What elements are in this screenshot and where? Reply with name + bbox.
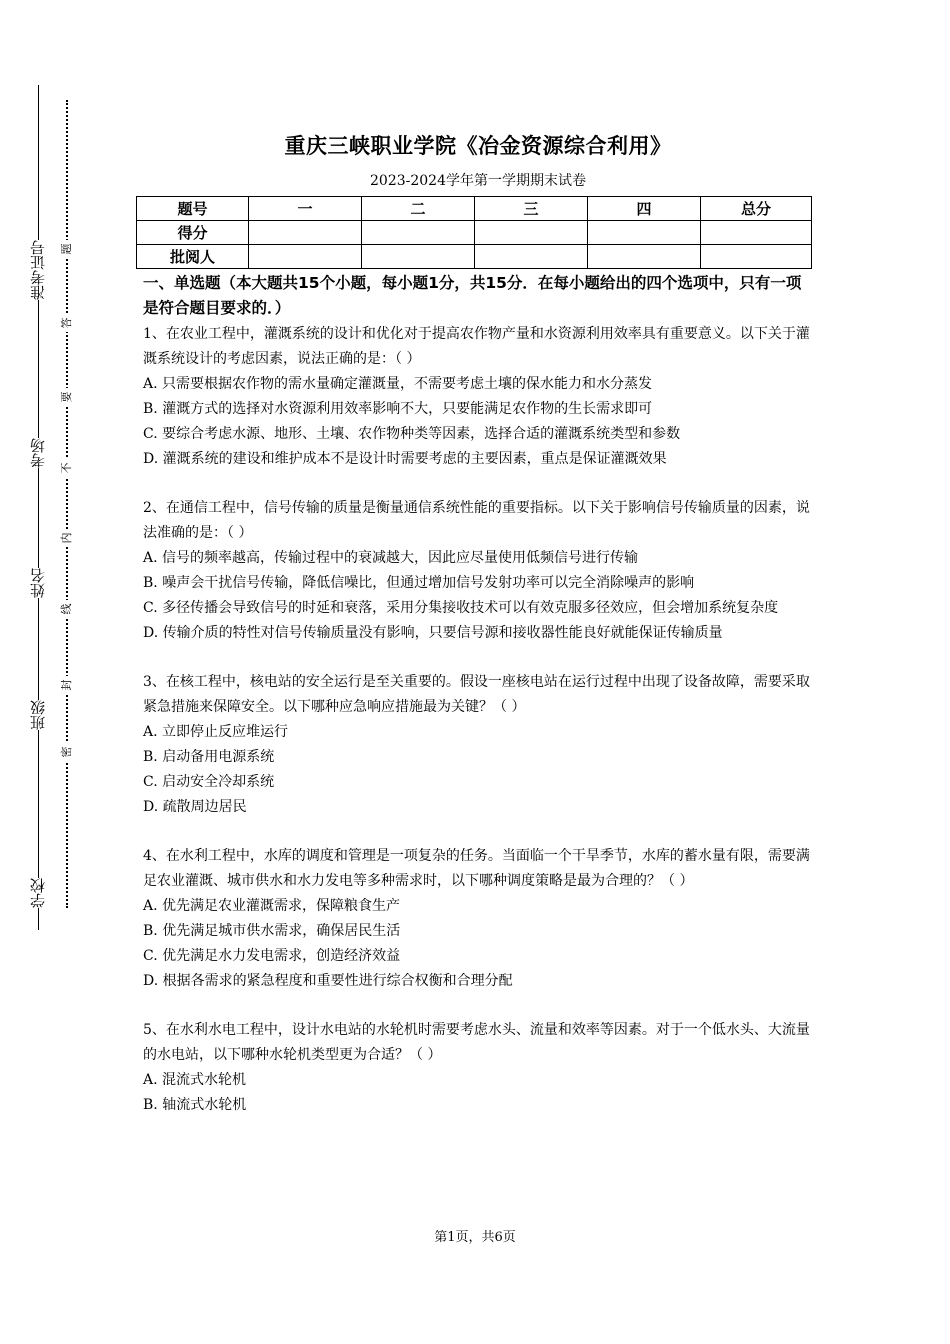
label-exam-room: 考场 <box>22 438 54 468</box>
score-row-label: 批阅人 <box>137 245 249 269</box>
option-d[interactable]: D. 疏散周边居民 <box>143 799 247 815</box>
page-title: 重庆三峡职业学院《冶金资源综合利用》 <box>284 134 672 158</box>
option-c[interactable]: C. 多径传播会导致信号的时延和衰落，采用分集接收技术可以有效克服多径效应，但会增加系统复杂度 <box>143 600 779 616</box>
seal-char: 密 <box>60 743 74 761</box>
page-subtitle: 2023-2024学年第一学期期末试卷 <box>370 173 586 189</box>
question-stem: 2、在通信工程中，信号传输的质量是衡量通信系统性能的重要指标。以下关于影响信号传输质量的因素，说法准确的是：（ ） <box>143 500 810 541</box>
score-cell[interactable] <box>362 221 475 245</box>
option-b[interactable]: B. 噪声会干扰信号传输，降低信噪比，但通过增加信号发射功率可以完全消除噪声的影响 <box>143 575 695 591</box>
section-heading: 一、单选题（本大题共15个小题，每小题1分，共15分．在每小题给出的四个选项中，只有一项是符合题目要求的．） <box>143 274 802 317</box>
option-a[interactable]: A. 立即停止反应堆运行 <box>143 724 289 740</box>
option-b[interactable]: B. 启动备用电源系统 <box>143 749 275 765</box>
question-stem: 3、在核工程中，核电站的安全运行是至关重要的。假设一座核电站在运行过程中出现了设备故障，需要采取紧急措施来保障安全。以下哪种应急响应措施最为关键？（ ） <box>143 674 810 715</box>
label-exam-id: 准考证号 <box>22 240 54 300</box>
score-cell[interactable] <box>249 221 362 245</box>
label-school: 学校 <box>22 878 54 908</box>
option-c[interactable]: C. 优先满足水力发电需求，创造经济效益 <box>143 948 401 964</box>
question-stem: 5、在水利水电工程中，设计水电站的水轮机时需要考虑水头、流量和效率等因素。对于一个低水头、大流量的水电站，以下哪种水轮机类型更为合适？（ ） <box>143 1022 810 1063</box>
score-row-label: 得分 <box>137 221 249 245</box>
option-b[interactable]: B. 灌溉方式的选择对水资源利用效率影响不大，只要能满足农作物的生长需求即可 <box>143 401 653 417</box>
question-2 <box>143 496 813 646</box>
score-table-row <box>137 221 812 245</box>
score-cell[interactable] <box>475 221 588 245</box>
score-header-cell: 三 <box>475 197 588 221</box>
score-header-cell: 一 <box>249 197 362 221</box>
binding-solid-line <box>38 85 39 930</box>
seal-char: 答 <box>60 314 74 332</box>
option-b[interactable]: B. 优先满足城市供水需求，确保居民生活 <box>143 923 401 939</box>
score-cell[interactable] <box>475 245 588 269</box>
label-name: 姓名 <box>22 568 54 598</box>
score-table-header-row <box>137 197 812 221</box>
score-table <box>136 196 812 269</box>
binding-dotted-line <box>66 100 68 908</box>
score-cell[interactable] <box>701 221 812 245</box>
option-d[interactable]: D. 根据各需求的紧急程度和重要性进行综合权衡和合理分配 <box>143 973 513 989</box>
score-cell[interactable] <box>249 245 362 269</box>
seal-char: 要 <box>60 388 74 406</box>
question-stem: 4、在水利工程中，水库的调度和管理是一项复杂的任务。当面临一个干旱季节，水库的蓄水量有限，需要满足农业灌溉、城市供水和水力发电等多种需求时，以下哪种调度策略是最为合理的？（ ） <box>143 848 810 889</box>
question-stem: 1、在农业工程中，灌溉系统的设计和优化对于提高农作物产量和水资源利用效率具有重要意义。以下关于灌溉系统设计的考虑因素，说法正确的是：（ ） <box>143 326 810 367</box>
score-header-cell: 题号 <box>137 197 249 221</box>
score-header-cell: 总分 <box>701 197 812 221</box>
option-d[interactable]: D. 传输介质的特性对信号传输质量没有影响，只要信号源和接收器性能良好就能保证传输质量 <box>143 625 723 641</box>
binding-margin <box>0 0 110 1344</box>
score-header-cell: 四 <box>588 197 701 221</box>
score-cell[interactable] <box>701 245 812 269</box>
seal-char: 线 <box>60 600 74 618</box>
score-table-row <box>137 245 812 269</box>
question-4 <box>143 844 813 994</box>
question-1 <box>143 322 813 472</box>
question-3 <box>143 670 813 820</box>
score-header-cell: 二 <box>362 197 475 221</box>
option-a[interactable]: A. 只需要根据农作物的需水量确定灌溉量，不需要考虑土壤的保水能力和水分蒸发 <box>143 376 653 392</box>
option-d[interactable]: D. 灌溉系统的建设和维护成本不是设计时需要考虑的主要因素，重点是保证灌溉效果 <box>143 451 667 467</box>
option-a[interactable]: A. 信号的频率越高，传输过程中的衰减越大，因此应尽量使用低频信号进行传输 <box>143 550 639 566</box>
option-c[interactable]: C. 要综合考虑水源、地形、土壤、农作物种类等因素，选择合适的灌溉系统类型和参数 <box>143 426 681 442</box>
seal-char: 内 <box>60 529 74 547</box>
score-cell[interactable] <box>588 221 701 245</box>
seal-char: 不 <box>60 459 74 477</box>
question-5 <box>143 1018 813 1118</box>
exam-content <box>143 128 813 1118</box>
seal-char: 封 <box>60 676 74 694</box>
seal-char: 题 <box>60 240 74 258</box>
option-c[interactable]: C. 启动安全冷却系统 <box>143 774 275 790</box>
option-a[interactable]: A. 优先满足农业灌溉需求，保障粮食生产 <box>143 898 401 914</box>
option-a[interactable]: A. 混流式水轮机 <box>143 1072 247 1088</box>
score-cell[interactable] <box>588 245 701 269</box>
page-number: 第1页，共6页 <box>434 1230 516 1245</box>
score-cell[interactable] <box>362 245 475 269</box>
option-b[interactable]: B. 轴流式水轮机 <box>143 1097 247 1113</box>
label-class: 班级 <box>22 700 54 730</box>
